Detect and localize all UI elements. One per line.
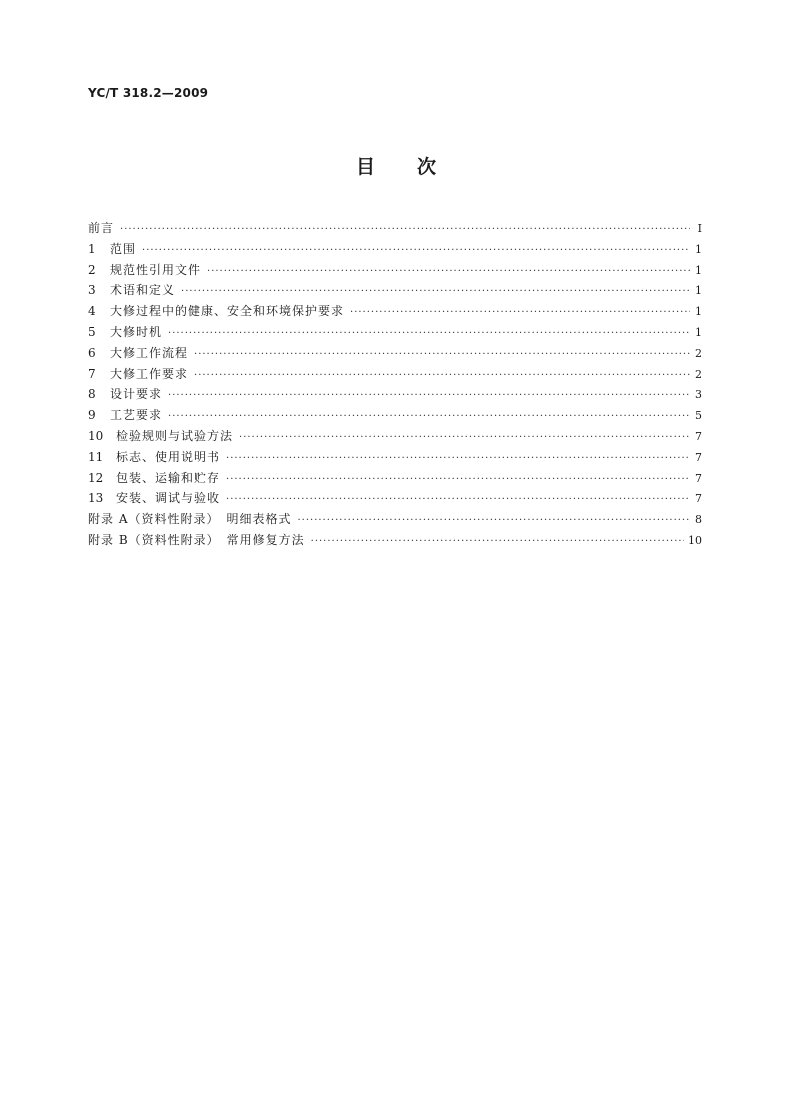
toc-entry-text: 附录 B（资料性附录） 常用修复方法 xyxy=(88,532,305,547)
toc-leader-dots xyxy=(168,386,690,407)
toc-page-number: 7 xyxy=(695,471,702,485)
toc-title-char-1: 目 xyxy=(355,156,375,178)
toc-page-number: 7 xyxy=(695,429,702,443)
toc-title-char-2: 次 xyxy=(417,156,437,178)
toc-leader-dots xyxy=(226,449,690,470)
toc-entry-9[interactable] xyxy=(88,405,702,426)
toc-entry-number: 3 xyxy=(88,283,96,298)
toc-page-number: 1 xyxy=(695,263,702,277)
toc-entry-3[interactable] xyxy=(88,280,702,301)
toc-entry-number: 4 xyxy=(88,304,96,319)
toc-leader-dots xyxy=(297,511,690,532)
toc-entry-number: 8 xyxy=(88,387,96,402)
toc-page-number: 7 xyxy=(695,450,702,464)
toc-leader-dots xyxy=(181,282,690,303)
toc-entry-number: 6 xyxy=(88,345,96,360)
toc-entry-8[interactable] xyxy=(88,384,702,405)
toc-entry-number: 11 xyxy=(88,449,104,464)
toc-entry-text: 工艺要求 xyxy=(110,408,163,423)
document-code: YC/T 318.2—2009 xyxy=(88,86,209,100)
toc-leader-dots xyxy=(350,303,690,324)
toc-leader-dots xyxy=(168,324,690,345)
toc-entry-text: 规范性引用文件 xyxy=(110,262,202,277)
toc-page-number: 3 xyxy=(695,388,702,402)
toc-page-number: 1 xyxy=(695,325,702,339)
toc-entry-text: 包装、运输和贮存 xyxy=(116,470,221,485)
toc-entry-text: 标志、使用说明书 xyxy=(116,449,221,464)
toc-entry-foreword[interactable] xyxy=(88,218,702,239)
toc-page-number: 2 xyxy=(695,367,702,381)
toc-page-number: 1 xyxy=(695,284,702,298)
toc-leader-dots xyxy=(142,241,690,262)
toc-page-number: 1 xyxy=(695,242,702,256)
toc-entry-10[interactable] xyxy=(88,426,702,447)
toc-entry-number: 5 xyxy=(88,324,96,339)
toc-entry-text: 大修工作流程 xyxy=(110,345,189,360)
toc-entry-number: 12 xyxy=(88,470,104,485)
toc-entry-text: 范围 xyxy=(110,241,137,256)
toc-entry-12[interactable] xyxy=(88,468,702,489)
toc-entry-13[interactable] xyxy=(88,488,702,509)
toc-entry-text: 大修工作要求 xyxy=(110,366,189,381)
toc-page-number: 2 xyxy=(695,346,702,360)
toc-entry-text: 安装、调试与验收 xyxy=(116,491,221,506)
table-of-contents xyxy=(88,218,702,551)
toc-entry-7[interactable] xyxy=(88,364,702,385)
toc-leader-dots xyxy=(207,262,690,283)
toc-leader-dots xyxy=(239,428,690,449)
toc-entry-text: 设计要求 xyxy=(110,387,163,402)
toc-entry-number: 1 xyxy=(88,241,96,256)
toc-leader-dots xyxy=(168,407,690,428)
toc-entry-number: 9 xyxy=(88,408,96,423)
toc-page-number: Ⅰ xyxy=(697,222,702,235)
toc-entry-5[interactable] xyxy=(88,322,702,343)
toc-leader-dots xyxy=(120,220,690,241)
toc-page-number: 8 xyxy=(695,513,702,527)
toc-entry-text: 前言 xyxy=(88,221,115,235)
toc-leader-dots xyxy=(194,366,690,387)
toc-entry-number: 10 xyxy=(88,428,104,443)
toc-entry-appendix-a[interactable] xyxy=(88,509,702,530)
toc-leader-dots xyxy=(194,345,690,366)
toc-title xyxy=(0,152,792,179)
toc-entry-text: 大修过程中的健康、安全和环境保护要求 xyxy=(110,304,345,319)
toc-entry-4[interactable] xyxy=(88,301,702,322)
toc-leader-dots xyxy=(226,490,690,511)
toc-entry-text: 附录 A（资料性附录） 明细表格式 xyxy=(88,512,292,527)
toc-page-number: 5 xyxy=(695,409,702,423)
toc-leader-dots xyxy=(311,532,684,553)
toc-entry-2[interactable] xyxy=(88,260,702,281)
toc-leader-dots xyxy=(226,470,690,491)
toc-entry-number: 2 xyxy=(88,262,96,277)
toc-page-number: 10 xyxy=(688,533,702,547)
toc-page-number: 7 xyxy=(695,492,702,506)
toc-page-number: 1 xyxy=(695,305,702,319)
toc-entry-text: 术语和定义 xyxy=(110,283,176,298)
toc-entry-appendix-b[interactable] xyxy=(88,530,702,551)
toc-entry-11[interactable] xyxy=(88,447,702,468)
toc-entry-text: 检验规则与试验方法 xyxy=(116,428,234,443)
toc-entry-number: 13 xyxy=(88,491,104,506)
toc-entry-6[interactable] xyxy=(88,343,702,364)
toc-entry-text: 大修时机 xyxy=(110,324,163,339)
toc-entry-number: 7 xyxy=(88,366,96,381)
toc-entry-1[interactable] xyxy=(88,239,702,260)
